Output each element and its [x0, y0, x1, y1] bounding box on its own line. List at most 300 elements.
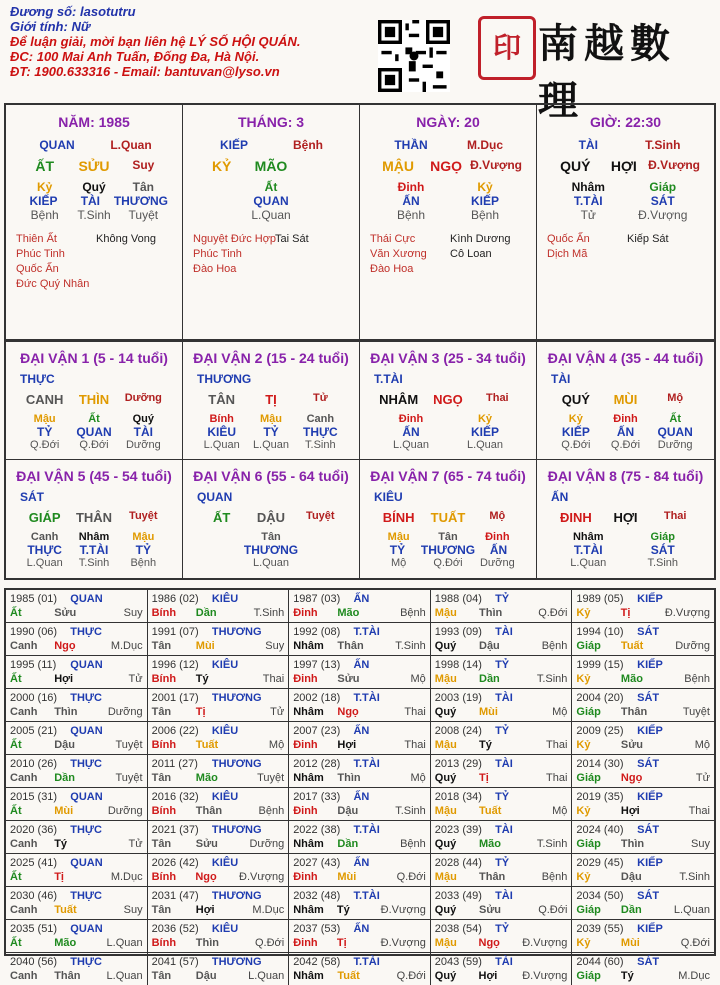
year-label: 2041 (57)	[151, 956, 199, 968]
heavenly-stem: ẤT	[212, 510, 231, 525]
heavenly-stem: Giáp	[576, 838, 601, 850]
inauspicious-star: Kình Dương	[450, 233, 511, 245]
heavenly-stem: Mậu	[434, 739, 457, 751]
year-bottom	[293, 606, 426, 620]
ten-god: THƯƠNG	[211, 824, 262, 836]
year-cell[interactable]	[572, 887, 714, 920]
year-top	[435, 823, 568, 837]
year-cell[interactable]	[431, 689, 573, 722]
heavenly-stem: Giáp	[576, 904, 601, 916]
year-label: 2007 (23)	[293, 725, 341, 737]
growth-stage: Thai	[486, 392, 509, 404]
hidden-ten-god: KIÊU	[207, 425, 236, 439]
year-cell[interactable]	[431, 755, 573, 788]
ten-god: T.TÀI	[353, 956, 380, 968]
heavenly-stem: Tân	[151, 706, 172, 718]
hidden-stage: Bệnh	[470, 208, 500, 222]
hidden-ten-god: ẤN	[402, 194, 420, 208]
heavenly-stem: Canh	[10, 970, 38, 982]
year-cell[interactable]	[289, 953, 431, 985]
earthly-branch: Sửu	[479, 904, 502, 916]
year-label: 2017 (33)	[293, 791, 341, 803]
heavenly-stem: KỶ	[211, 158, 232, 174]
ten-god: QUAN	[70, 791, 103, 803]
earthly-branch: Tý	[195, 673, 209, 685]
growth-stage: Q.Đới	[538, 904, 568, 916]
heavenly-stem: NHÂM	[379, 392, 419, 407]
year-label: 1998 (14)	[434, 659, 482, 671]
year-label: 2038 (54)	[434, 923, 482, 935]
year-label: 1999 (15)	[576, 659, 624, 671]
auspicious-star: Phúc Tinh	[193, 248, 242, 260]
year-cell[interactable]	[431, 623, 573, 656]
hidden-stem: Kỷ	[477, 180, 493, 194]
heavenly-stem: Ất	[10, 871, 22, 883]
heavenly-stem: Bính	[151, 937, 177, 949]
hidden-stem: Canh	[306, 413, 335, 425]
earthly-branch: Thân	[195, 805, 223, 817]
earthly-branch: Thìn	[195, 937, 220, 949]
year-top	[10, 955, 143, 969]
growth-stage: T.Sinh	[536, 673, 568, 685]
year-top	[10, 658, 143, 672]
year-cell[interactable]	[572, 656, 714, 689]
year-bottom	[10, 936, 143, 950]
heavenly-stem: Mậu	[434, 805, 457, 817]
heavenly-stem: ẤT	[35, 158, 54, 174]
year-cell[interactable]	[148, 656, 290, 689]
year-cell[interactable]	[148, 953, 290, 985]
year-top	[152, 922, 285, 936]
hidden-ten-god: TÀI	[80, 194, 101, 208]
hidden-ten-god-row	[183, 425, 359, 439]
hidden-stem: Quý	[82, 180, 106, 194]
year-top	[293, 823, 426, 837]
year-cell[interactable]	[572, 788, 714, 821]
hidden-stage: Bệnh	[30, 208, 59, 222]
year-cell[interactable]	[289, 854, 431, 887]
year-cell[interactable]	[6, 854, 148, 887]
hidden-stem-row	[6, 531, 182, 543]
heavenly-stem: Tân	[151, 772, 172, 784]
earthly-branch: Thìn	[479, 607, 503, 619]
hidden-stem: Mậu	[387, 531, 410, 543]
year-cell[interactable]	[431, 887, 573, 920]
hidden-stage: T.Sinh	[78, 557, 110, 569]
year-cell[interactable]	[431, 656, 573, 689]
year-bottom	[435, 804, 568, 818]
heavenly-stem: Đinh	[293, 937, 318, 949]
growth-stage: Tử	[270, 706, 285, 718]
year-bottom	[293, 804, 426, 818]
year-cell[interactable]	[431, 821, 573, 854]
year-cell[interactable]	[6, 656, 148, 689]
year-top	[576, 889, 710, 903]
earthly-branch: HỢI	[610, 158, 637, 174]
hidden-ten-god-row	[6, 543, 182, 557]
dai-van-cell[interactable]	[183, 460, 360, 578]
hidden-stage: L.Quan	[26, 557, 63, 569]
ten-god: QUAN	[70, 659, 103, 671]
growth-stage: Tuyệt	[306, 510, 335, 522]
year-bottom	[293, 771, 426, 785]
year-top	[293, 691, 426, 705]
year-bottom	[10, 870, 143, 884]
dai-van-title: ĐẠI VẬN 7 (65 - 74 tuổi)	[370, 468, 526, 484]
hidden-ten-god-row	[183, 543, 359, 557]
hidden-stem: Mậu	[33, 413, 56, 425]
year-top	[576, 955, 710, 969]
growth-stage: Thai	[688, 805, 710, 817]
year-label: 1992 (08)	[293, 626, 341, 638]
heavenly-stem: Tân	[151, 838, 172, 850]
year-cell[interactable]	[572, 821, 714, 854]
dai-van-cell[interactable]	[360, 342, 537, 460]
heavenly-stem: Quý	[434, 640, 457, 652]
hidden-stage-row	[6, 439, 182, 451]
inauspicious-star: Tai Sát	[275, 233, 309, 245]
earthly-branch: Mùi	[195, 640, 215, 652]
year-cell[interactable]	[148, 755, 290, 788]
earthly-branch: Tị	[336, 937, 347, 949]
year-top	[10, 625, 143, 639]
inauspicious-star: Kiếp Sát	[627, 233, 669, 245]
year-top	[293, 790, 426, 804]
hidden-stem: Ất	[88, 413, 100, 425]
stem-branch-row	[360, 392, 536, 407]
year-cell[interactable]	[148, 590, 290, 623]
growth-stage: Mộ	[489, 510, 506, 522]
ten-god: ẤN	[353, 791, 370, 803]
year-cell[interactable]	[572, 722, 714, 755]
dai-van-title: ĐẠI VẬN 8 (75 - 84 tuổi)	[547, 468, 704, 484]
heavenly-stem: Đinh	[293, 805, 318, 817]
earthly-branch: Thìn	[54, 706, 78, 718]
ten-god: TÀI	[495, 758, 513, 770]
year-cell[interactable]	[289, 755, 431, 788]
year-cell[interactable]	[148, 623, 290, 656]
earthly-branch: Sửu	[337, 673, 360, 685]
earthly-branch: Mùi	[479, 706, 498, 718]
hidden-stem: Canh	[30, 531, 59, 543]
dai-van-title: ĐẠI VẬN 3 (25 - 34 tuổi)	[370, 350, 526, 366]
ten-god: SÁT	[20, 490, 44, 504]
heavenly-stem: Ất	[10, 673, 22, 685]
hidden-stage: L.Quan	[252, 439, 290, 451]
year-cell[interactable]	[6, 821, 148, 854]
year-bottom	[10, 903, 143, 917]
year-cell[interactable]	[148, 722, 290, 755]
year-top	[152, 625, 285, 639]
heavenly-stem: Kỷ	[576, 739, 591, 751]
hidden-ten-god: ẤN	[402, 425, 420, 439]
growth-stage: Suy	[691, 838, 710, 850]
earthly-branch: Thân	[479, 871, 506, 883]
hidden-ten-god: KIẾP	[470, 425, 499, 439]
year-label: 2032 (48)	[293, 890, 341, 902]
year-cell[interactable]	[289, 821, 431, 854]
year-cell[interactable]	[148, 821, 290, 854]
year-top	[152, 691, 285, 705]
year-cell[interactable]	[572, 590, 714, 623]
hidden-stem: Nhâm	[78, 531, 110, 543]
year-cell[interactable]	[431, 590, 573, 623]
year-cell[interactable]	[289, 623, 431, 656]
year-cell[interactable]	[289, 689, 431, 722]
year-label: 2008 (24)	[434, 725, 482, 737]
year-bottom	[152, 771, 285, 785]
year-cell[interactable]	[6, 755, 148, 788]
hidden-stage-row	[360, 557, 536, 569]
earthly-branch: NGỌ	[433, 392, 463, 407]
phone-email-line[interactable]: ĐT: 1900.633316 - Email: bantuvan@lyso.vn	[10, 64, 280, 79]
heavenly-stem: Canh	[10, 904, 38, 916]
dai-van-cell[interactable]	[360, 460, 537, 578]
year-label: 2039 (55)	[576, 923, 624, 935]
year-bottom	[10, 738, 143, 752]
hidden-stem: Ất	[264, 180, 278, 194]
god-row	[6, 372, 182, 386]
year-cell[interactable]	[289, 788, 431, 821]
hidden-ten-god: ẤN	[489, 543, 508, 557]
ten-god: TÀI	[495, 626, 513, 638]
year-label: 2011 (27)	[151, 758, 198, 770]
earthly-branch: Ngọ	[195, 871, 217, 883]
earthly-branch: DẬU	[256, 510, 286, 525]
dai-van-cell[interactable]	[6, 460, 183, 578]
ten-god: THỰC	[70, 890, 102, 902]
growth-stage: L.Quan	[106, 970, 143, 982]
ten-god: KIÊU	[211, 659, 239, 671]
growth-stage: Dưỡng	[107, 706, 143, 718]
earthly-branch: TUẤT	[430, 510, 466, 525]
god-row	[183, 372, 359, 386]
year-cell[interactable]	[6, 953, 148, 985]
growth-stage: Thai	[404, 739, 426, 751]
year-bottom	[435, 837, 568, 851]
god-row	[537, 490, 714, 504]
year-label: 2006 (22)	[151, 725, 199, 737]
heavenly-stem: Mậu	[434, 607, 457, 619]
earthly-branch: Ngọ	[54, 640, 76, 652]
dai-van-cell[interactable]	[537, 342, 714, 460]
hidden-stage: L.Quan	[252, 557, 290, 569]
dai-van-cell[interactable]	[537, 460, 714, 578]
auspicious-star: Đào Hoa	[193, 263, 237, 275]
ten-god: TỶ	[495, 923, 510, 935]
heavenly-stem: Bính	[151, 739, 177, 751]
year-label: 1996 (12)	[151, 659, 199, 671]
growth-stage: Tử	[128, 673, 143, 685]
stem-branch-row	[537, 392, 714, 407]
hidden-ten-god-row	[360, 194, 536, 208]
year-cell[interactable]	[148, 788, 290, 821]
pillar-cell	[537, 105, 714, 340]
year-cell[interactable]	[572, 854, 714, 887]
hidden-stem: Tân	[438, 531, 458, 543]
hidden-stage: T.Sinh	[305, 439, 336, 451]
ten-god: KIÊU	[211, 725, 239, 737]
stage-label: M.Dục	[467, 138, 503, 152]
year-cell[interactable]	[148, 887, 290, 920]
earthly-branch: TỊ	[265, 392, 277, 407]
ten-god: KIÊU	[211, 857, 239, 869]
hidden-stem-row	[6, 413, 182, 425]
year-bottom	[10, 705, 143, 719]
growth-stage: Đ.Vượng	[522, 937, 568, 949]
year-cell[interactable]	[289, 722, 431, 755]
year-cell[interactable]	[148, 920, 290, 953]
heavenly-stem: Kỷ	[576, 805, 591, 817]
year-cell[interactable]	[572, 623, 714, 656]
year-top	[293, 658, 426, 672]
hidden-stem: Kỷ	[477, 413, 493, 425]
ten-god: TÀI	[495, 890, 513, 902]
heavenly-stem: Nhâm	[293, 838, 324, 850]
hidden-stage: Dưỡng	[125, 439, 161, 451]
year-label: 2001 (17)	[151, 692, 199, 704]
year-bottom	[152, 705, 285, 719]
earthly-branch: Ngọ	[478, 937, 500, 949]
year-label: 2012 (28)	[293, 758, 341, 770]
heavenly-stem: Kỷ	[576, 937, 591, 949]
year-cell[interactable]	[572, 755, 714, 788]
contact-line: Để luận giải, mời bạn liên hệ LÝ SỐ HỘI QUÁN.	[10, 34, 301, 49]
year-cell[interactable]	[572, 953, 714, 985]
year-cell[interactable]	[6, 590, 148, 623]
heavenly-stem: Nhâm	[293, 772, 324, 784]
hidden-ten-god: QUAN	[253, 194, 289, 208]
year-cell[interactable]	[572, 920, 714, 953]
ten-god: T.TÀI	[353, 692, 380, 704]
year-cell[interactable]	[289, 887, 431, 920]
stem-branch-row	[6, 510, 182, 525]
heavenly-stem: Mậu	[434, 937, 457, 949]
heavenly-stem: Canh	[10, 640, 38, 652]
heavenly-stem: Kỷ	[576, 607, 591, 619]
qr-code-icon[interactable]	[378, 20, 450, 92]
auspicious-star: Đào Hoa	[370, 263, 414, 275]
growth-stage: Đ.Vượng	[648, 158, 701, 172]
heavenly-stem: TÂN	[208, 392, 236, 407]
year-cell[interactable]	[6, 920, 148, 953]
hidden-stem: Nhâm	[571, 180, 605, 194]
logo-calligraphy: 南越數理	[538, 20, 676, 124]
year-cell[interactable]	[431, 788, 573, 821]
auspicious-star: Nguyệt Đức Hợp	[193, 233, 277, 245]
year-cell[interactable]	[572, 689, 714, 722]
year-cell[interactable]	[6, 788, 148, 821]
year-cell[interactable]	[6, 689, 148, 722]
earthly-branch: Mùi	[620, 937, 640, 949]
year-bottom	[576, 969, 710, 983]
year-cell[interactable]	[148, 689, 290, 722]
hidden-ten-god: QUAN	[76, 425, 112, 439]
hidden-stage: T.Sinh	[77, 208, 111, 222]
year-cell[interactable]	[6, 887, 148, 920]
growth-stage: Bệnh	[684, 673, 710, 685]
heavenly-stem: MẬU	[382, 158, 414, 174]
heavenly-stem: Đinh	[293, 607, 318, 619]
hidden-ten-god: THỰC	[303, 425, 338, 439]
gender: Giới tính: Nữ	[10, 19, 91, 34]
year-cell[interactable]	[431, 953, 573, 985]
ten-god: T.TÀI	[374, 372, 403, 386]
year-label: 1989 (05)	[576, 593, 624, 605]
hidden-stage-row	[537, 208, 714, 222]
hidden-ten-god: TỶ	[36, 425, 53, 439]
growth-stage: M.Dục	[110, 640, 143, 652]
stage-label: Bệnh	[293, 138, 323, 152]
hidden-ten-god: TÀI	[133, 425, 153, 439]
heavenly-stem: Quý	[434, 904, 457, 916]
earthly-branch: Thân	[337, 640, 364, 652]
year-cell[interactable]	[6, 623, 148, 656]
year-label: 2030 (46)	[10, 890, 58, 902]
dai-van-cell[interactable]	[183, 342, 360, 460]
year-cell[interactable]	[6, 722, 148, 755]
year-cell[interactable]	[289, 656, 431, 689]
year-top	[576, 856, 710, 870]
year-top	[152, 889, 285, 903]
year-label: 2000 (16)	[10, 692, 58, 704]
hidden-stem-row	[537, 180, 714, 194]
year-top	[152, 592, 285, 606]
pillar-cell	[6, 105, 183, 340]
year-bottom	[576, 936, 710, 950]
earthly-branch: Hợi	[195, 904, 215, 916]
hidden-ten-god: THƯƠNG	[113, 194, 168, 208]
hidden-stage: L.Quan	[251, 208, 291, 222]
earthly-branch: Mão	[620, 673, 643, 685]
hidden-ten-god-row	[6, 425, 182, 439]
heavenly-stem: ĐINH	[559, 510, 592, 525]
ten-god: ẤN	[353, 659, 370, 671]
hidden-ten-god-row	[537, 425, 714, 439]
auspicious-star: Quốc Ấn	[547, 233, 590, 245]
hidden-stage: Q.Đới	[79, 439, 109, 451]
growth-stage: Bệnh	[258, 805, 285, 817]
year-cell[interactable]	[289, 590, 431, 623]
ten-god: QUAN	[70, 923, 103, 935]
year-top	[293, 724, 426, 738]
year-bottom	[152, 804, 285, 818]
hidden-ten-god: T.TÀI	[79, 543, 109, 557]
year-cell[interactable]	[431, 722, 573, 755]
pillar-cell	[183, 105, 360, 340]
year-cell[interactable]	[431, 854, 573, 887]
hidden-stem-row	[6, 180, 182, 194]
year-label: 2026 (42)	[151, 857, 199, 869]
growth-stage: M.Dục	[252, 904, 285, 916]
heavenly-stem: Ất	[10, 739, 22, 751]
auspicious-star: Đức Quý Nhân	[16, 278, 90, 290]
year-label: 2025 (41)	[10, 857, 58, 869]
heavenly-stem: Ất	[10, 937, 22, 949]
year-cell[interactable]	[289, 920, 431, 953]
year-cell[interactable]	[148, 854, 290, 887]
earthly-branch: HỢI	[613, 510, 638, 525]
ten-god: KIẾP	[637, 923, 663, 935]
hidden-ten-god: KIẾP	[561, 425, 590, 439]
dai-van-cell[interactable]	[6, 342, 183, 460]
earthly-branch: THÌN	[78, 392, 110, 407]
year-bottom	[152, 969, 285, 983]
year-label: 2016 (32)	[151, 791, 199, 803]
year-cell[interactable]	[431, 920, 573, 953]
year-top	[293, 757, 426, 771]
hidden-stem-row	[537, 413, 714, 425]
